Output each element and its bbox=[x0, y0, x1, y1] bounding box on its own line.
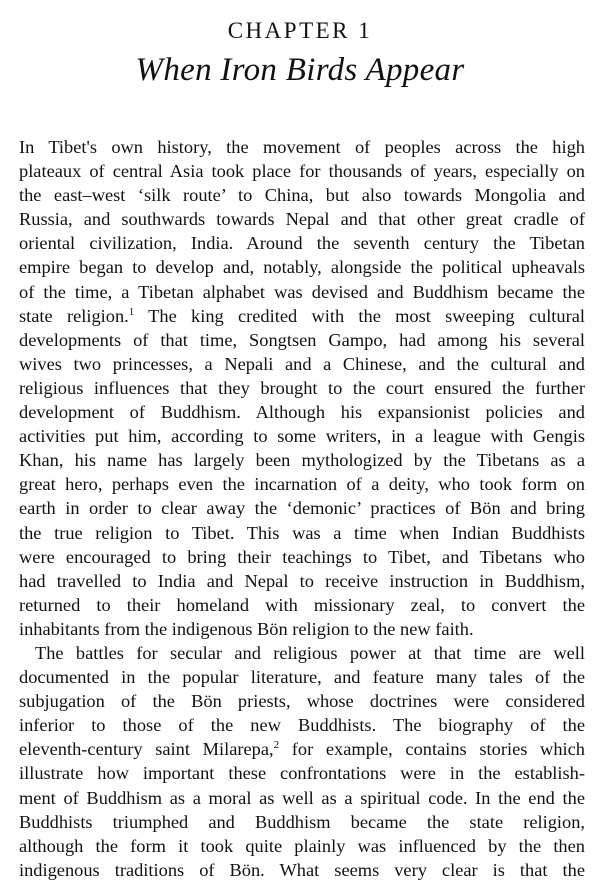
text-line: inferior to those of the new Buddhists. The biography of the bbox=[19, 715, 585, 736]
text-line: Khan, his name has largely been mythologized by the Tibetans as a bbox=[19, 450, 585, 471]
text-line: of the time, a Tibetan alphabet was devised and Buddhism became the bbox=[19, 281, 585, 302]
text-line: oriental civilization, India. Around the seventh century the Tibetan bbox=[19, 233, 585, 254]
text-line: The battles for secular and religious power at that time are well bbox=[35, 642, 585, 663]
text-line: Russia, and southwards towards Nepal and that other great cradle of bbox=[19, 209, 585, 230]
text-line: the true religion to Tibet. This was a time when Indian Buddhists bbox=[19, 522, 585, 543]
text-line: development of Buddhism. Although his expansionist policies and bbox=[19, 402, 585, 423]
text-line: inhabitants from the indigenous Bön religion to the new faith. bbox=[19, 618, 474, 639]
text-line: although the form it took quite plainly was influenced by the then bbox=[19, 835, 585, 856]
text-segment: eleventh-century saint Milarepa, bbox=[19, 739, 274, 760]
text-line: ment of Buddhism as a moral as well as a spiritual code. In the end the bbox=[19, 787, 585, 808]
text-line: great hero, perhaps even the incarnation of a deity, who took form on bbox=[19, 474, 585, 495]
text-line: indigenous traditions of Bön. What seems very clear is that the bbox=[19, 859, 585, 880]
text-line: plateaux of central Asia took place for thousands of years, especially on bbox=[19, 161, 585, 182]
body-text bbox=[19, 135, 585, 882]
text-line: developments of that time, Songtsen Gampo, had among his several bbox=[19, 329, 585, 350]
text-line: returned to their homeland with missionary zeal, to convert the bbox=[19, 594, 585, 615]
text-line: activities put him, according to some writers, in a league with Gengis bbox=[19, 426, 585, 447]
text-line bbox=[19, 304, 585, 328]
text-segment: state religion. bbox=[19, 305, 129, 326]
text-line: had travelled to India and Nepal to receive instruction in Buddhism, bbox=[19, 570, 585, 591]
text-line: illustrate how important these confrontations were in the establish- bbox=[19, 763, 585, 784]
text-line: religious influences that they brought to the court ensured the further bbox=[19, 377, 585, 398]
text-segment: The king credited with the most sweeping cultural bbox=[134, 305, 585, 326]
chapter-title: When Iron Birds Appear bbox=[135, 52, 465, 88]
chapter-label: CHAPTER 1 bbox=[227, 18, 373, 43]
text-line: were encouraged to bring their teachings to Tibet, and Tibetans who bbox=[19, 546, 585, 567]
text-line: Buddhists triumphed and Buddhism became the state religion, bbox=[19, 811, 585, 832]
text-line: In Tibet's own history, the movement of peoples across the high bbox=[19, 137, 585, 157]
text-line: earth in order to clear away the ‘demonic’ practices of Bön and bring bbox=[19, 498, 585, 519]
footnote-reference: 2 bbox=[273, 739, 280, 752]
text-line: empire began to develop and, notably, alongside the political upheavals bbox=[19, 257, 585, 278]
text-line bbox=[19, 737, 585, 761]
text-line: wives two princesses, a Nepali and a Chinese, and the cultural and bbox=[19, 353, 585, 374]
text-segment: for example, contains stories which bbox=[279, 739, 585, 760]
footnote-reference: 1 bbox=[128, 305, 135, 318]
text-line: subjugation of the Bön priests, whose doctrines were considered bbox=[19, 691, 585, 712]
text-line: the east–west ‘silk route’ to China, but also towards Mongolia and bbox=[19, 185, 585, 206]
text-line: documented in the popular literature, and feature many tales of the bbox=[19, 667, 585, 688]
